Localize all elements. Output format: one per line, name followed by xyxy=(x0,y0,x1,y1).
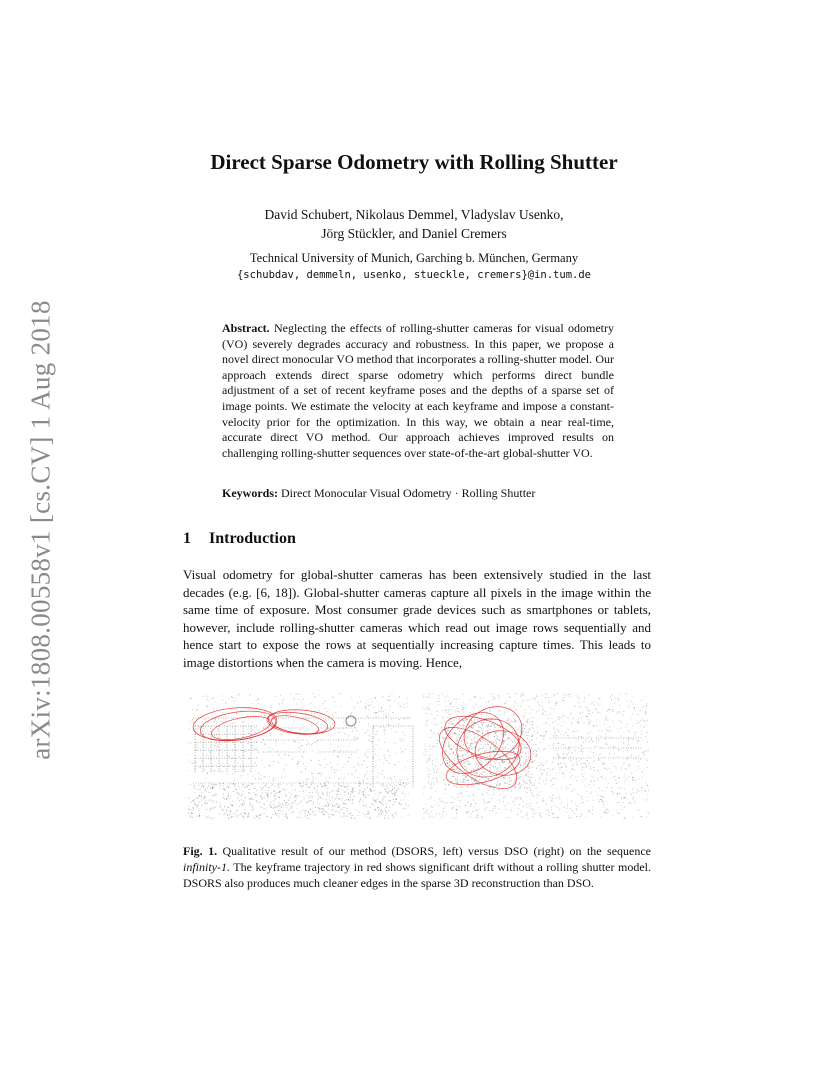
abstract-label: Abstract. xyxy=(222,321,270,335)
caption-text-before: Qualitative result of our method (DSORS, left) versus DSO (right) on the sequence xyxy=(222,844,652,858)
figure-caption xyxy=(183,843,651,891)
keywords-label: Keywords: xyxy=(222,486,278,500)
affiliation xyxy=(0,250,828,284)
section-heading xyxy=(183,530,296,548)
email-list: {schubdav, demmeln, usenko, stueckle, cremers}@in.tum.de xyxy=(236,269,591,281)
abstract-text: Neglecting the effects of rolling-shutter cameras for visual odometry (VO) severely degrades accuracy and robustness. In this paper, we propose a novel direct monocular VO method that incorporates a rolling-shutter model. Our approach extends direct sparse odometry which performs direct bundle adjustment of a set of recent keyframe poses and the depths of a sparse set of image points. We estimate the velocity at each keyframe and impose a constant-velocity prior for the optimization. In this way, we obtain a near real-time, accurate direct VO method. Our approach achieves improved results on challenging rolling-shutter sequences over state-of-the-art global-shutter VO. xyxy=(222,321,614,460)
section-title: Introduction xyxy=(209,530,296,547)
keywords-text: Direct Monocular Visual Odometry · Rolling Shutter xyxy=(281,486,536,500)
keywords xyxy=(222,486,614,501)
figure-1 xyxy=(183,688,651,823)
author-list xyxy=(0,205,828,243)
arxiv-stamp: arXiv:1808.00558v1 [cs.CV] 1 Aug 2018 xyxy=(25,300,56,760)
dso-reconstruction xyxy=(423,693,649,819)
caption-text-after: The keyframe trajectory in red shows significant drift without a rolling shutter model. DSORS also produces much cleaner edges in the sparse 3D reconstruction than DSO. xyxy=(183,860,651,890)
intro-paragraph: Visual odometry for global-shutter cameras has been extensively studied in the last decades (e.g. [6, 18]). Global-shutter cameras capture all pixels in the image within the same time of exposure. Most consumer grade devices such as smartphones or tablets, however, include rolling-shutter cameras which read out image rows sequentially and hence start to expose the rows at sequentially increasing capture times. This leads to image distortions when the camera is moving. Hence, xyxy=(183,567,651,670)
figure-1-image xyxy=(183,688,651,823)
caption-sequence: infinity-1. xyxy=(183,860,230,874)
caption-label: Fig. 1. xyxy=(183,844,218,858)
dsors-trajectory xyxy=(192,704,336,745)
institution: Technical University of Munich, Garching b. München, Germany xyxy=(249,251,579,265)
author-line-2: Jörg Stückler, and Daniel Cremers xyxy=(321,226,507,241)
abstract xyxy=(222,321,614,461)
paper-title: Direct Sparse Odometry with Rolling Shutter xyxy=(210,150,618,174)
author-line-1: David Schubert, Nikolaus Demmel, Vladyslav Usenko, xyxy=(264,207,564,222)
dsors-reconstruction xyxy=(188,693,413,819)
section-number: 1 xyxy=(183,530,191,547)
